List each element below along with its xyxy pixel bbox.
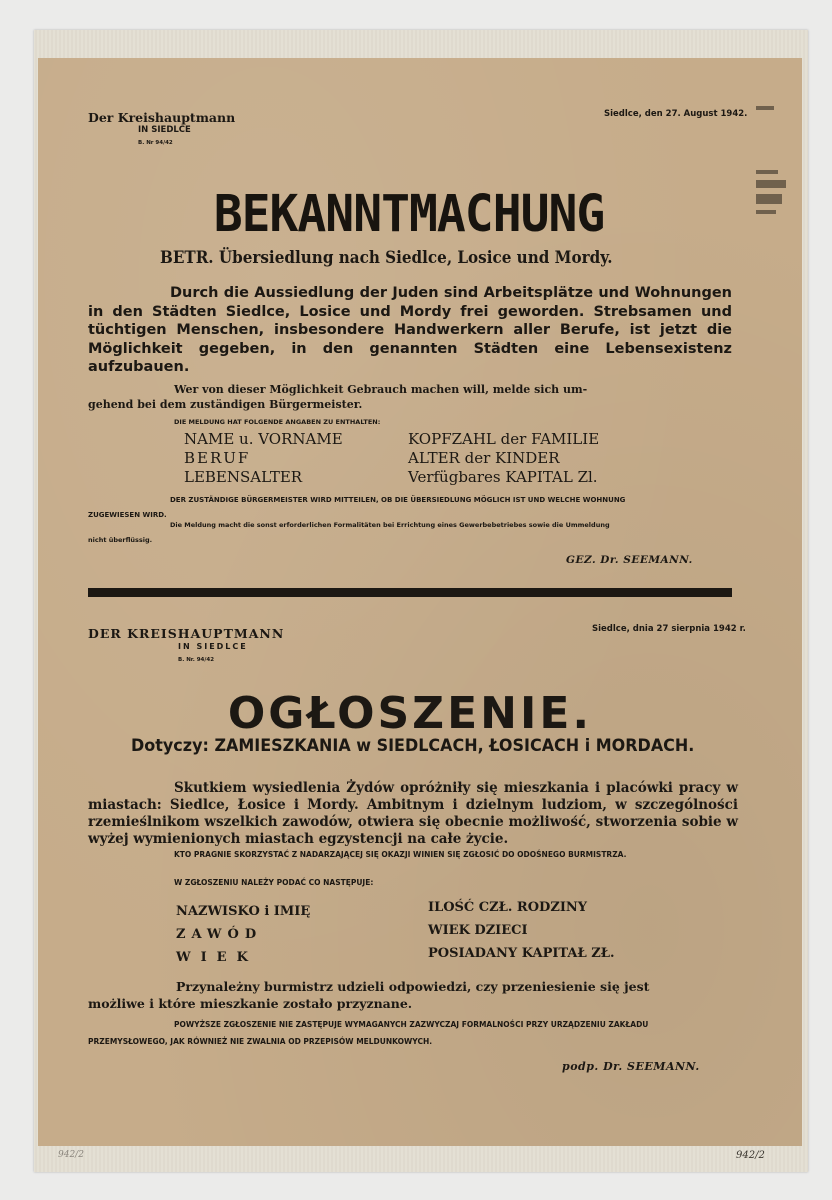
polish-issuer-city: IN SIEDLCE xyxy=(178,642,248,651)
german-issuer: Der Kreishauptmann xyxy=(88,110,236,125)
archive-mark-right: 942/2 xyxy=(736,1150,765,1161)
polish-issuer: DER KREISHAUPTMANN xyxy=(88,626,285,641)
german-instruction-line-1: Wer von dieser Möglichkeit Gebrauch machen will, melde sich um- xyxy=(174,383,588,396)
polish-kto-line: KTO PRAGNIE SKORZYSTAĆ Z NADARZAJĄCEJ SIĘ OKAZJI WINIEN SIĘ ZGŁOSIĆ DO ODOŚNEGO BURMISTRZA. xyxy=(174,850,627,859)
edge-ink-marks xyxy=(756,106,798,220)
german-field-name: NAME u. VORNAME xyxy=(184,430,343,448)
polish-przynalezny-line-2: możliwe i które mieszkanie zostało przyznane. xyxy=(88,996,413,1011)
archive-mark-left: 942/2 xyxy=(58,1150,84,1160)
german-reference-number: B. Nr 94/42 xyxy=(138,140,173,146)
polish-field-ilosc: ILOŚĆ CZŁ. RODZINY xyxy=(428,900,588,915)
german-field-alter-kinder: ALTER der KINDER xyxy=(408,449,560,467)
polish-note-line-1: POWYŻSZE ZGŁOSZENIE NIE ZASTĘPUJE WYMAGANYCH ZAZWYCZAJ FORMALNOŚCI PRZY URZĄDZENIU ZAKŁADU xyxy=(174,1020,649,1029)
german-main-paragraph: Durch die Aussiedlung der Juden sind Arbeitsplätze und Wohnungen in den Städten Siedlce, Losice und Mordy frei geworden. Strebsamen und tüchtigen Menschen, insbesondere Handwerkern aller Berufe, ist jetzt die Möglichkeit gegeben, in den genannten Städten eine Lebensexistenz aufzubauen. xyxy=(88,285,732,375)
german-field-kapital: Verfügbares KAPITAL Zl. xyxy=(408,468,598,486)
polish-field-wiek: WIEK xyxy=(176,950,258,965)
polish-title: OGŁOSZENIE. xyxy=(227,688,593,739)
polish-przynalezny-line-1: Przynależny burmistrz udzieli odpowiedzi, czy przeniesienie się jest xyxy=(176,979,650,994)
polish-signature: podp. Dr. SEEMANN. xyxy=(562,1060,700,1073)
german-field-kopfzahl: KOPFZAHL der FAMILIE xyxy=(408,430,600,448)
german-date: Siedlce, den 27. August 1942. xyxy=(604,109,748,119)
polish-date: Siedlce, dnia 27 sierpnia 1942 r. xyxy=(592,624,746,634)
german-field-beruf: BERUF xyxy=(184,449,251,467)
polish-field-zawod: ZAWÓD xyxy=(176,927,263,942)
german-instruction xyxy=(88,382,732,412)
polish-main-paragraph: Skutkiem wysiedlenia Żydów opróżniły się mieszkania i placówki pracy w miastach: Siedlce, Łosice i Mordy. Ambitnym i dzielnym ludziom, w szczególności rzemieślnikom wszelkich zawodów, otwiera się obecnie możliwość, stworzenia sobie w wyżej wymienionych miastach egzystencji na całe życie. xyxy=(88,780,738,847)
german-note-2-line-2: nicht überflüssig. xyxy=(88,536,153,544)
german-issuer-city: IN SIEDLCE xyxy=(138,125,191,135)
german-meldung-heading: DIE MELDUNG HAT FOLGENDE ANGABEN ZU ENTHALTEN: xyxy=(174,418,381,426)
german-subject: BETR. Übersiedlung nach Siedlce, Losice und Mordy. xyxy=(160,248,613,267)
german-note-1-line-2: ZUGEWIESEN WIRD. xyxy=(88,511,167,519)
german-note-2-line-1: Die Meldung macht die sonst erforderlichen Formalitäten bei Errichtung eines Gewerbebetriebes sowie die Ummeldung xyxy=(170,521,610,529)
section-divider xyxy=(88,588,732,597)
polish-subject: Dotyczy: ZAMIESZKANIA w SIEDLCACH, ŁOSICACH i MORDACH. xyxy=(131,736,695,756)
polish-przynalezny xyxy=(88,978,738,1012)
polish-note xyxy=(88,1016,730,1050)
german-note-1-line-1: DER ZUSTÄNDIGE BÜRGERMEISTER WIRD MITTEILEN, OB DIE ÜBERSIEDLUNG MÖGLICH IST UND WELCHE WOHNUNG xyxy=(170,496,626,504)
polish-field-kapital: POSIADANY KAPITAŁ ZŁ. xyxy=(428,946,615,961)
german-title: BEKANNTMACHUNG xyxy=(213,184,605,244)
german-instruction-line-2: gehend bei dem zuständigen Bürgermeister. xyxy=(88,398,363,411)
german-field-lebensalter: LEBENSALTER xyxy=(184,468,303,486)
polish-note-line-2: PRZEMYSŁOWEGO, JAK RÓWNIEŻ NIE ZWALNIA OD PRZEPISÓW MELDUNKOWYCH. xyxy=(88,1037,433,1046)
polish-w-zgloszeniu-line: W ZGŁOSZENIU NALEŻY PODAĆ CO NASTĘPUJE: xyxy=(174,878,374,887)
german-note-2 xyxy=(88,518,732,548)
polish-field-nazwisko: NAZWISKO i IMIĘ xyxy=(176,904,311,919)
german-signature: GEZ. Dr. SEEMANN. xyxy=(566,554,693,566)
polish-reference-number: B. Nr. 94/42 xyxy=(178,657,215,663)
polish-field-wiek-dzieci: WIEK DZIECI xyxy=(428,923,528,938)
